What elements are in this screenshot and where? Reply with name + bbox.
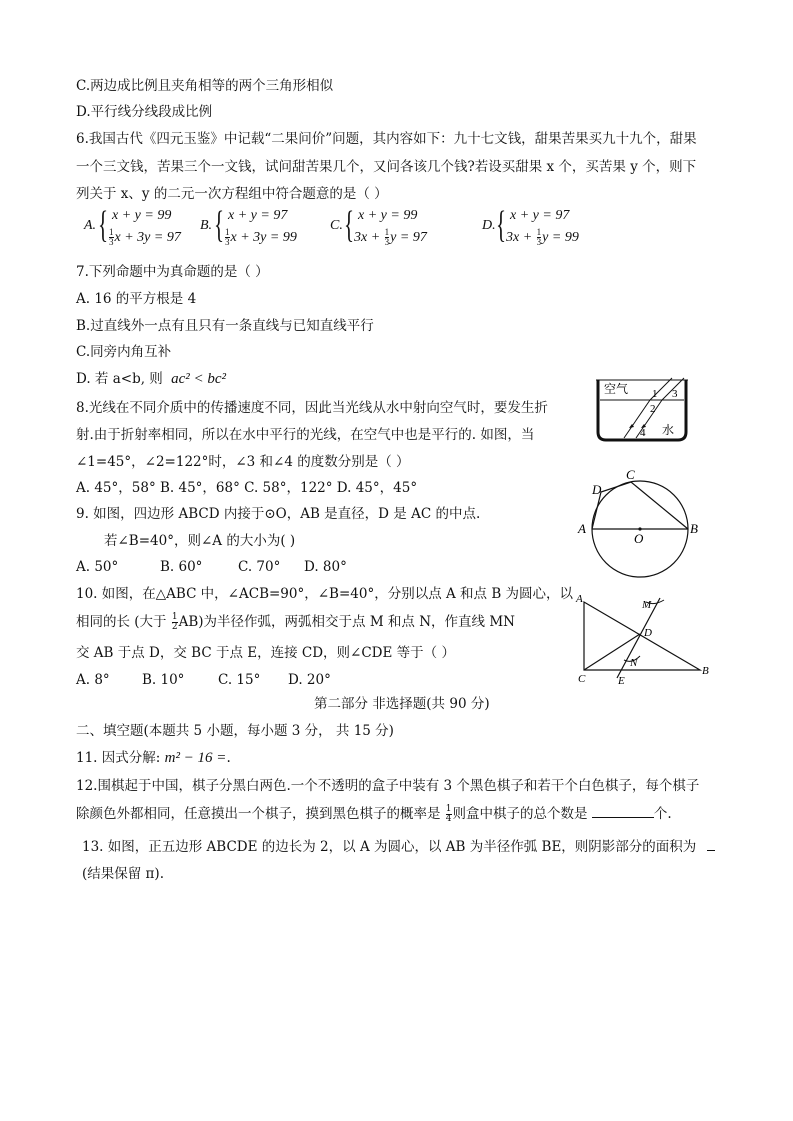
brace-icon: { <box>344 204 355 246</box>
q9-option-a: A. 50° <box>76 559 119 575</box>
q5-option-d: D.平行线分线段成比例 <box>76 104 213 120</box>
q10-point-c: C <box>578 673 586 685</box>
q12-fraction: $\frac{1}{4}$ <box>445 804 452 824</box>
q13-line1 <box>82 837 715 857</box>
q10-option-a: A. 8° <box>76 672 110 688</box>
q7-option-a: A. 16 的平方根是 4 <box>76 291 197 307</box>
q10-point-b: B <box>702 665 709 677</box>
q9-option-c: C. 70° <box>238 559 281 575</box>
q8-angle-2: 2 <box>650 403 656 415</box>
q8-angle-3: 3 <box>672 388 678 400</box>
brace-icon: { <box>98 204 109 246</box>
q6-stem-line1: 6.我国古代《四元玉鉴》中记载“二果问价”问题，其内容如下：九十七文钱，甜果苦果买九十九个，甜果 <box>76 131 697 147</box>
q6-option-label: A. <box>84 218 97 233</box>
q9-point-o: O <box>634 531 644 546</box>
q7-option-d-math: ac² < bc² <box>171 371 227 387</box>
q6-equation-2: $\frac{1}{3}$ x + 3y = 99 <box>225 227 297 248</box>
q6-stem-line2: 一个三文钱，苦果三个一文钱，试问甜苦果几个，又问各该几个钱?若设买甜果 x 个，买苦果 y 个，则下 <box>76 159 697 175</box>
q8-stem-line2: 射.由于折射率相同，所以在水中平行的光线，在空气中也是平行的. 如图，当 <box>76 427 535 443</box>
q12-line2-post: 则盒中棋子的总个数是 <box>452 806 592 822</box>
q6-stem-line3: 列关于 x、y 的二元一次方程组中符合题意的是（ ） <box>76 186 388 202</box>
section2-heading: 二、填空题(本题共 5 小题，每小题 3 分， 共 15 分) <box>76 723 394 739</box>
q6-fraction: $\frac{1}{3}$ <box>384 227 390 248</box>
q9-stem-line1: 9. 如图，四边形 ABCD 内接于⊙O，AB 是直径，D 是 AC 的中点. <box>76 506 481 522</box>
q11-text: 11. 因式分解: <box>76 750 161 766</box>
q13-line2: (结果保留 π). <box>82 866 164 882</box>
q12-line2 <box>76 804 672 824</box>
q10-fraction: $\frac{1}{2}$ <box>171 612 178 632</box>
q8-angle-1: 1 <box>652 388 658 400</box>
q9-option-d: D. 80° <box>304 559 347 575</box>
q10-point-a: A <box>576 593 583 605</box>
q9-circle-figure <box>576 466 706 581</box>
brace-icon: { <box>214 204 225 246</box>
q7-option-c: C.同旁内角互补 <box>76 344 172 360</box>
q6-fraction: $\frac{1}{3}$ <box>109 227 114 248</box>
q6-option-label: C. <box>330 218 343 233</box>
q6-option-b <box>200 206 320 250</box>
q8-stem-line1: 8.光线在不同介质中的传播速度不同，因此当光线从水中射向空气时，要发生折 <box>76 400 548 416</box>
q8-stem-line3: ∠1=45°，∠2=122°时，∠3 和∠4 的度数分别是（ ） <box>76 454 410 470</box>
q12-answer-blank[interactable] <box>592 805 654 818</box>
q10-option-c: C. 15° <box>218 672 261 688</box>
q9-option-b: B. 60° <box>160 559 203 575</box>
q10-point-n: N <box>630 657 638 669</box>
q10-point-e: E <box>618 675 625 685</box>
q10-stem-line2 <box>76 612 515 632</box>
q6-option-a <box>84 206 204 250</box>
q10-triangle-figure <box>570 590 710 685</box>
q8-options: A. 45°，58° B. 45°，68° C. 58°，122° D. 45°，45° <box>76 480 418 496</box>
q10-point-m: M <box>642 599 652 611</box>
q6-equation-2: 3x + $\frac{1}{3}$ y = 97 <box>354 227 427 248</box>
brace-icon: { <box>496 204 507 246</box>
q13-answer-blank[interactable] <box>707 838 715 851</box>
q8-air-label: 空气 <box>604 382 629 396</box>
q6-option-c <box>330 206 450 250</box>
q10-line2-post: AB)为半径作弧，两弧相交于点 M 和点 N，作直线 MN <box>178 614 515 630</box>
q10-option-d: D. 20° <box>288 672 331 688</box>
q6-fraction: $\frac{1}{3}$ <box>536 227 542 248</box>
q9-point-b: B <box>690 521 698 536</box>
q7-option-d <box>76 369 226 389</box>
q12-line2-end: 个. <box>653 806 672 822</box>
q12-line2-pre: 除颜色外都相同，任意摸出一个棋子，摸到黑色棋子的概率是 <box>76 806 445 822</box>
q6-option-d <box>482 206 602 250</box>
q6-equation-2: $\frac{1}{3}$ x + 3y = 97 <box>109 227 181 248</box>
q9-point-c: C <box>626 467 635 482</box>
q10-point-d: D <box>644 627 652 639</box>
q6-equation-2: 3x + $\frac{1}{3}$ y = 99 <box>506 227 579 248</box>
q7-stem: 7.下列命题中为真命题的是（ ） <box>76 264 269 280</box>
q6-equation-1: x + y = 99 <box>358 208 418 223</box>
q10-line2-pre: 相同的长 (大于 <box>76 614 171 630</box>
q5-option-c: C.两边成比例且夹角相等的两个三角形相似 <box>76 78 334 94</box>
q9-stem-line2: 若∠B=40°，则∠A 的大小为( ) <box>104 533 296 549</box>
q7-option-d-text: D. 若 a<b, 则 <box>76 371 163 387</box>
q7-option-b: B.过直线外一点有且只有一条直线与已知直线平行 <box>76 318 374 334</box>
q9-point-d: D <box>592 482 602 497</box>
q6-option-label: D. <box>482 218 496 233</box>
q8-angle-4: 4 <box>640 427 646 439</box>
q8-water-label: 水 <box>662 423 675 437</box>
part2-heading: 第二部分 非选择题(共 90 分) <box>314 696 490 712</box>
q6-equation-1: x + y = 97 <box>510 208 570 223</box>
q11-period: . <box>226 750 231 766</box>
q11-math: m² − 16 = <box>164 750 227 766</box>
q12-line1: 12.围棋起于中国，棋子分黑白两色.一个不透明的盒子中装有 3 个黑色棋子和若干个白色棋子，每个棋子 <box>76 778 700 794</box>
q6-equation-1: x + y = 99 <box>112 208 172 223</box>
q6-equation-1: x + y = 97 <box>228 208 288 223</box>
q9-point-a: A <box>578 521 586 536</box>
q10-stem-line3: 交 AB 于点 D，交 BC 于点 E，连接 CD，则∠CDE 等于（ ） <box>76 645 455 661</box>
q11 <box>76 748 231 768</box>
q6-option-label: B. <box>200 218 213 233</box>
q13-line1-text: 13. 如图，正五边形 ABCDE 的边长为 2，以 A 为圆心，以 AB 为半径作弧 BE，则阴影部分的面积为 <box>82 839 697 855</box>
q6-fraction: $\frac{1}{3}$ <box>225 227 230 248</box>
q10-option-b: B. 10° <box>142 672 185 688</box>
q8-refraction-figure <box>592 376 702 446</box>
q10-stem-line1: 10. 如图，在△ABC 中，∠ACB=90°，∠B=40°，分别以点 A 和点 B 为圆心，以 <box>76 586 574 602</box>
